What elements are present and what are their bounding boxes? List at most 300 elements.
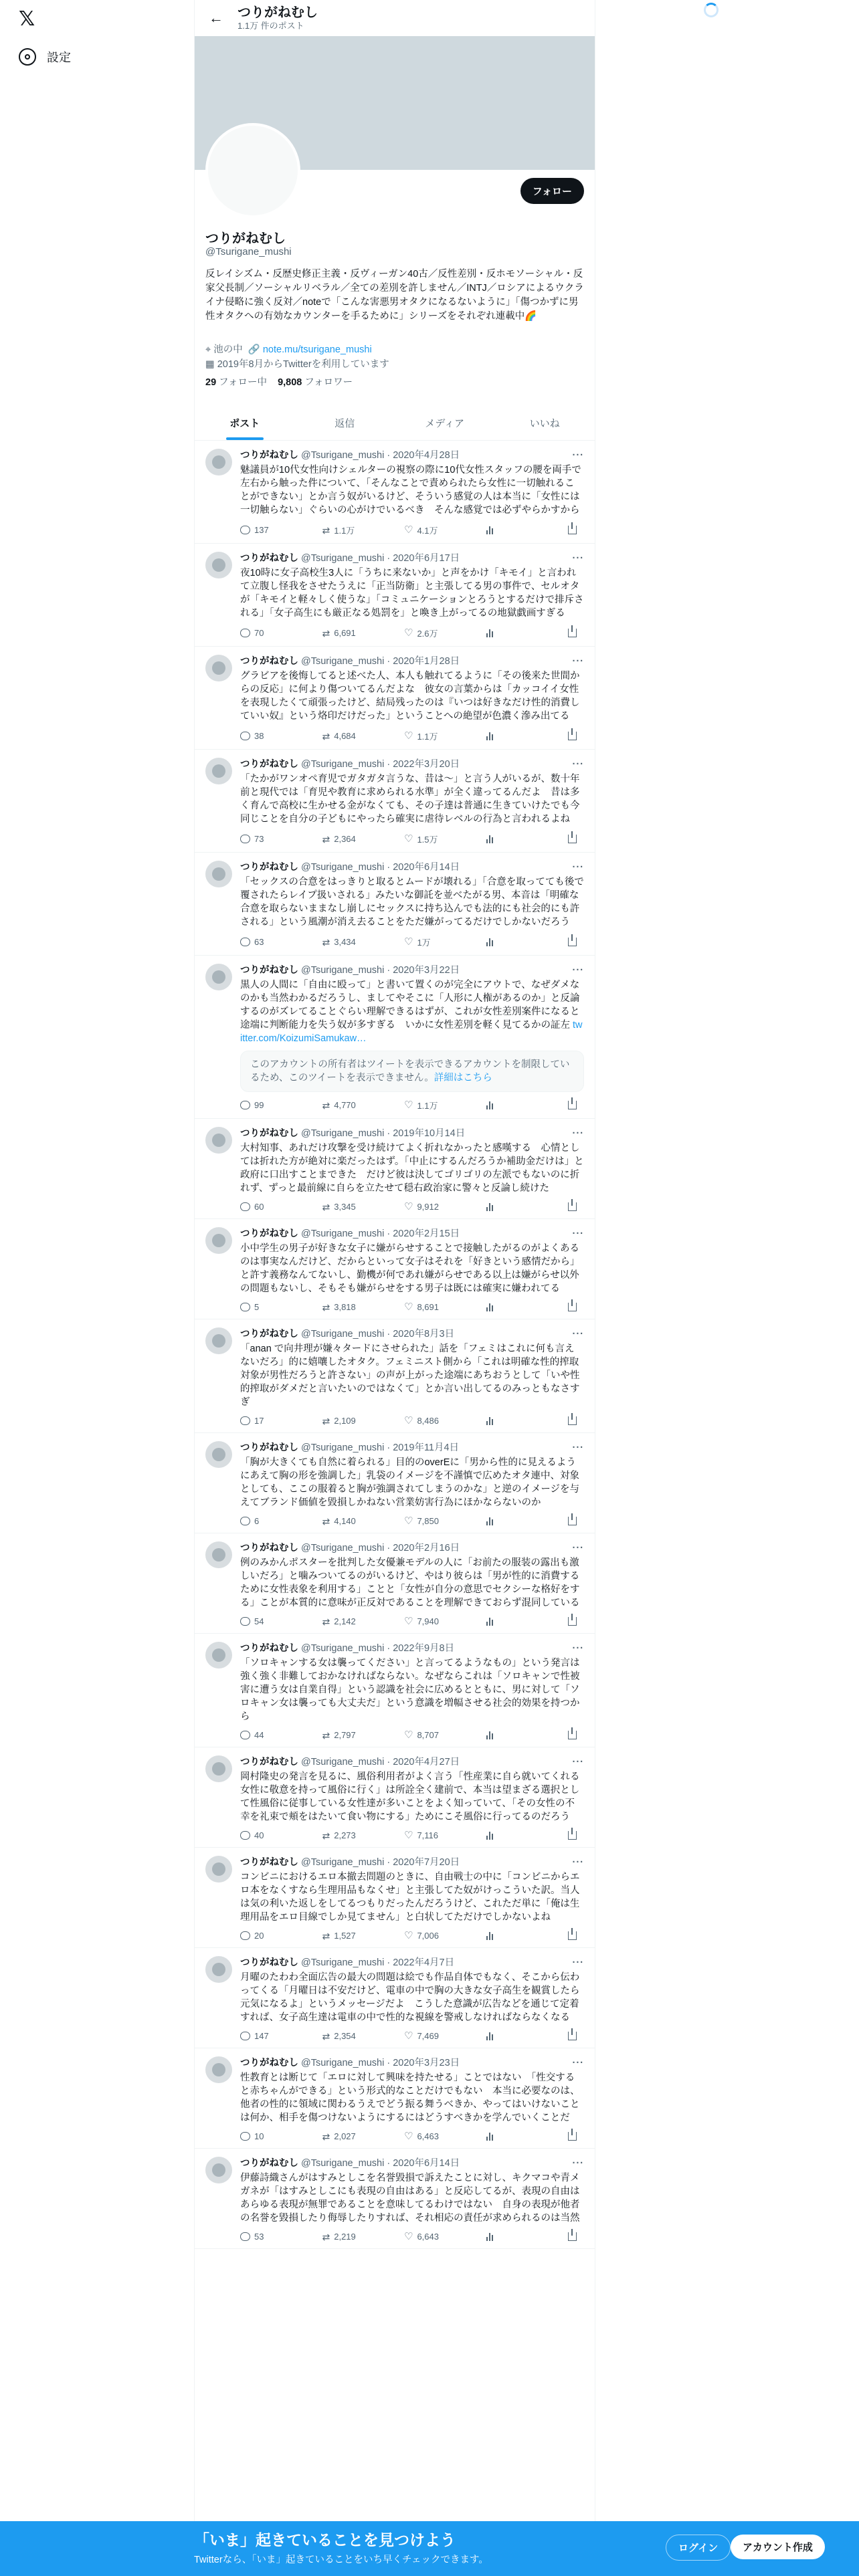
analytics-icon — [486, 1831, 493, 1840]
like-button[interactable] — [404, 1202, 444, 1212]
avatar[interactable] — [205, 1127, 232, 1154]
more-icon[interactable]: ··· — [572, 1543, 584, 1553]
tweet-text: 「ソロキャンする女は襲ってください」と言ってるようなもの」という発言は強く強く非難しておかなければならない。なぜならこれは「ソロキャンで性被害に遭う女は自業自得」という認識を社会に広めるとともに、男に対して「ソロキャン女は襲っても大丈夫だ」という意識を増幅させる社会的効果を持つから — [240, 1658, 580, 1722]
tweet[interactable] — [195, 1219, 595, 1319]
reply-button[interactable] — [240, 1099, 280, 1111]
profile-link[interactable]: note.mu/tsurigane_mushi — [262, 344, 372, 355]
avatar[interactable] — [205, 1642, 232, 1669]
retweet-button[interactable] — [322, 1516, 363, 1526]
retweet-icon: ⇄ — [322, 1415, 330, 1426]
tweet-date[interactable]: 2020年6月14日 — [393, 2158, 460, 2169]
share-button[interactable] — [568, 1202, 581, 1212]
tab-media[interactable]: メディア — [425, 417, 465, 429]
tweet[interactable] — [195, 853, 595, 956]
tweet-text: 「胸が大きくても自然に着られる」目的のoverEに「男から性的に見えるようにあえて胸の形を強調した」乳袋のイメージを不謹慎で広めたオタ連中、対象としても、ここの服着ると胸が強調されてしまうのかな」と逆のイメージを与えてブランド価値を毀損しかねない営業妨害行為にほかならないのか — [240, 1457, 580, 1508]
heart-icon: ♡ — [404, 730, 413, 742]
tweet[interactable] — [195, 1948, 595, 2048]
tweet-date[interactable]: 2020年6月14日 — [393, 862, 460, 873]
retweet-button[interactable] — [322, 2232, 363, 2242]
avatar[interactable] — [205, 1755, 232, 1782]
tweet-author-name[interactable]: つりがねむし — [240, 553, 298, 564]
reply-icon — [240, 1931, 250, 1940]
heart-icon: ♡ — [404, 627, 413, 639]
reply-count: 10 — [254, 2131, 264, 2141]
heart-icon: ♡ — [404, 1929, 413, 1941]
reply-icon — [240, 938, 250, 946]
retweet-count: 2,364 — [334, 834, 356, 844]
retweet-button[interactable] — [322, 627, 363, 639]
tweet-author-handle[interactable]: @Tsurigane_mushi — [301, 1857, 385, 1868]
retweet-button[interactable] — [322, 936, 363, 948]
views-button[interactable] — [486, 2232, 527, 2242]
views-button[interactable] — [486, 524, 527, 536]
retweet-count: 2,273 — [334, 1830, 356, 1840]
profile-header-bar — [195, 0, 595, 36]
tweet-author-name[interactable]: つりがねむし — [240, 1329, 298, 1339]
follow-button[interactable]: フォロー — [520, 178, 584, 204]
link-icon: 🔗 — [248, 344, 263, 355]
like-button[interactable] — [404, 936, 444, 948]
tweet-date[interactable]: 2020年2月15日 — [393, 1228, 460, 1239]
views-button[interactable] — [486, 1730, 527, 1740]
like-button[interactable] — [404, 1830, 444, 1840]
tweet-text: 「たかがワンオペ育児でガタガタ言うな、昔は〜」と言う人がいるが、数十年前と現代では「育児や教育に求められる水準」が全く違ってるんだよ 昔は多く育んで高校に生かせる金がなくても、その子達は普通に生きていけたでも今同じことを自分の子どもにやったら確実に虐待レベルの行為と言われるよね — [240, 774, 580, 825]
reply-count: 54 — [254, 1616, 264, 1626]
more-icon[interactable]: ··· — [572, 965, 584, 976]
like-button[interactable] — [404, 1302, 444, 1312]
avatar[interactable] — [205, 1541, 232, 1568]
tab-replies[interactable]: 返信 — [335, 417, 355, 429]
reply-button[interactable] — [240, 1416, 280, 1426]
more-icon[interactable]: ··· — [572, 1329, 584, 1339]
reply-icon — [240, 1202, 250, 1211]
heart-icon: ♡ — [404, 1099, 413, 1111]
analytics-icon — [486, 1416, 493, 1425]
retweet-count: 2,354 — [334, 2031, 356, 2041]
analytics-icon — [486, 1303, 493, 1311]
like-count: 8,486 — [417, 1416, 439, 1426]
avatar[interactable] — [205, 1327, 232, 1354]
share-icon — [568, 1303, 577, 1311]
retweet-icon: ⇄ — [322, 1930, 330, 1941]
tweet-separator: · — [387, 1757, 391, 1767]
reply-count: 17 — [254, 1416, 264, 1426]
avatar[interactable] — [205, 861, 232, 887]
analytics-icon — [486, 629, 493, 637]
tweet[interactable] — [195, 647, 595, 750]
views-button[interactable] — [486, 2031, 527, 2041]
share-icon — [568, 1101, 577, 1109]
tab-posts[interactable]: ポスト — [195, 405, 295, 440]
tweet-text: グラビアを後悔してると述べた人、本人も触れてるように「その後来た世間からの反応」に何より傷ついてるんだよな 彼女の言葉からは「カッコイイ女性を表現したくて頑張ったけど、結局残ったのは『いつは好きなだけ性的消費していい奴』という烙印だけだった」ということへの絶望が色濃く滲み出てる — [240, 671, 580, 722]
profile-joined: 2019年8月からTwitterを利用しています — [217, 359, 389, 370]
retweet-button[interactable] — [322, 1202, 363, 1212]
reply-count: 38 — [254, 731, 264, 741]
like-button[interactable] — [404, 833, 444, 845]
more-icon[interactable]: ··· — [572, 450, 584, 461]
avatar[interactable] — [205, 1227, 232, 1254]
tweet-author-name[interactable]: つりがねむし — [240, 1543, 298, 1553]
reply-button[interactable] — [240, 2131, 280, 2141]
avatar[interactable] — [205, 2056, 232, 2083]
more-icon[interactable]: ··· — [572, 1643, 584, 1654]
avatar[interactable] — [205, 552, 232, 578]
followers-link[interactable]: 9,808 フォロワー — [278, 377, 353, 388]
like-button[interactable] — [404, 524, 444, 536]
reply-button[interactable] — [240, 833, 280, 845]
tweet[interactable] — [195, 1119, 595, 1219]
retweet-button[interactable] — [322, 1416, 363, 1426]
tweet-text: 黒人の人間に「自由に殴って」と書いて置くのが完全にアウトで、なぜダメなのかも当然わかるだろうし、ましてやそこに「人形に人権があるのか」と反論するのがズレてることぐらい理解できるはずが、これが女性差別案件になると途端に判断能力を失う奴が多すぎる いかに女性差別を軽く見てるかの証左 twitter.com/KoizumiSamukaw… — [240, 980, 583, 1044]
views-button[interactable] — [486, 936, 527, 948]
reply-button[interactable] — [240, 1830, 280, 1840]
share-button[interactable] — [568, 2232, 581, 2242]
retweet-icon: ⇄ — [322, 1201, 330, 1212]
tweet-date[interactable]: 2020年1月28日 — [393, 656, 460, 667]
views-button[interactable] — [486, 833, 527, 845]
profile-info — [195, 170, 595, 424]
tweet-author-handle[interactable]: @Tsurigane_mushi — [301, 2058, 385, 2068]
retweet-button[interactable] — [322, 730, 363, 742]
tweet[interactable] — [195, 1433, 595, 1533]
share-button[interactable] — [568, 1730, 581, 1740]
quote-notice: このアカウントの所有者はツイートを表示できるアカウントを制限しているため、このツイートを表示できません。 — [250, 1059, 570, 1083]
tweet-author-handle[interactable]: @Tsurigane_mushi — [301, 1329, 385, 1339]
tweet-link[interactable]: twitter.com/KoizumiSamukaw… — [240, 1020, 583, 1044]
tweet-date[interactable]: 2020年3月23日 — [393, 2058, 460, 2068]
tweet-author-name[interactable]: つりがねむし — [240, 862, 298, 873]
reply-count: 5 — [254, 1302, 260, 1312]
settings-label: 設定 — [47, 51, 71, 64]
reply-icon — [240, 1416, 250, 1425]
share-icon — [568, 1517, 577, 1525]
tweet-author-name[interactable]: つりがねむし — [240, 2058, 298, 2068]
tweet-date[interactable]: 2022年4月7日 — [393, 1957, 455, 1968]
heart-icon: ♡ — [404, 833, 413, 845]
views-button[interactable] — [486, 1931, 527, 1941]
tweet[interactable] — [195, 2149, 595, 2249]
tweet-author-handle[interactable]: @Tsurigane_mushi — [301, 862, 385, 873]
retweet-button[interactable] — [322, 2031, 363, 2041]
views-button[interactable] — [486, 730, 527, 742]
retweet-icon: ⇄ — [322, 1830, 330, 1841]
tweet-text: 小中学生の男子が好きな女子に嫌がらせすることで接触したがるのがよくあるのは事実なんだけど、だからといって女子はそれを「好きという感情だから」と許す義務なんてないし、勤機が何であれ嫌がらせである以上は嫌がらせ以外の問題もないし、そもそも嫌がらせをする男子は既には確実に嫌われてる — [240, 1243, 580, 1294]
tweet-actions — [240, 627, 584, 639]
tweet-text: 「セックスの合意をはっきりと取るとムードが壊れる」「合意を取ってても後で覆されたらレイプ扱いされる」みたいな御託を並べたがる男、本音は「明確な合意を取らないままなし崩しにセックスに持ち込んでも法的にも社会的にも許される」という風潮が消え去ることをただ嫌がってるだけでしかないだろう — [240, 877, 584, 928]
tweet-separator: · — [387, 450, 391, 461]
signup-button[interactable]: アカウント作成 — [731, 2535, 825, 2559]
more-icon[interactable]: ··· — [572, 1442, 584, 1453]
tweet-author-name[interactable]: つりがねむし — [240, 1957, 298, 1968]
share-button[interactable] — [568, 2031, 581, 2041]
reply-button[interactable] — [240, 1202, 280, 1212]
tweet-author-handle[interactable]: @Tsurigane_mushi — [301, 1543, 385, 1553]
avatar[interactable] — [205, 1856, 232, 1883]
reply-button[interactable] — [240, 730, 280, 742]
like-button[interactable] — [404, 1616, 444, 1626]
share-icon — [568, 1931, 577, 1940]
share-button[interactable] — [568, 936, 581, 948]
tweet-author-name[interactable]: つりがねむし — [240, 1228, 298, 1239]
tab-likes[interactable]: いいね — [529, 417, 560, 429]
more-icon[interactable]: ··· — [572, 1228, 584, 1239]
reply-icon — [240, 2232, 250, 2241]
more-icon[interactable]: ··· — [572, 862, 584, 873]
analytics-icon — [486, 2132, 493, 2141]
share-button[interactable] — [568, 1931, 581, 1941]
share-icon — [568, 2032, 577, 2040]
share-button[interactable] — [568, 524, 581, 536]
tweet-separator: · — [387, 1329, 391, 1339]
tweet-date[interactable]: 2019年10月14日 — [393, 1128, 466, 1139]
tweet-date[interactable]: 2022年9月8日 — [393, 1643, 455, 1654]
tweet-author-name[interactable]: つりがねむし — [240, 450, 298, 461]
like-button[interactable] — [404, 1099, 444, 1111]
tweet-author-handle[interactable]: @Tsurigane_mushi — [301, 1643, 385, 1654]
tweet-author-name[interactable]: つりがねむし — [240, 1442, 298, 1453]
tweet[interactable] — [195, 544, 595, 647]
like-count: 4.1万 — [417, 526, 438, 536]
retweet-icon: ⇄ — [322, 2231, 330, 2242]
reply-button[interactable] — [240, 2232, 280, 2242]
tweet[interactable] — [195, 1848, 595, 1948]
analytics-icon — [486, 1101, 493, 1109]
like-button[interactable] — [404, 2232, 444, 2242]
retweet-count: 6,691 — [334, 628, 356, 638]
like-count: 1.1万 — [417, 1101, 438, 1111]
tweet-date[interactable]: 2020年4月27日 — [393, 1757, 460, 1767]
reply-icon — [240, 1617, 250, 1626]
reply-button[interactable] — [240, 1516, 280, 1526]
like-count: 7,940 — [417, 1616, 439, 1626]
retweet-button[interactable] — [322, 1616, 363, 1626]
tweet[interactable] — [195, 956, 595, 1119]
more-icon[interactable]: ··· — [572, 1957, 584, 1968]
tweet-separator: · — [387, 759, 391, 770]
tweet-author-name[interactable]: つりがねむし — [240, 2158, 298, 2169]
like-button[interactable] — [404, 730, 444, 742]
tweet-date[interactable]: 2020年7月20日 — [393, 1857, 460, 1868]
views-button[interactable] — [486, 627, 527, 639]
like-count: 7,469 — [417, 2031, 439, 2041]
tweet[interactable] — [195, 1634, 595, 1747]
reply-icon — [240, 1831, 250, 1840]
views-button[interactable] — [486, 1616, 527, 1626]
avatar[interactable] — [205, 655, 232, 681]
tweet-author-handle[interactable]: @Tsurigane_mushi — [301, 1442, 385, 1453]
tweet-separator: · — [387, 1543, 391, 1553]
tweet-author-handle[interactable]: @Tsurigane_mushi — [301, 1757, 385, 1767]
reply-button[interactable] — [240, 1302, 280, 1312]
profile-bio: 反レイシズム・反歴史修正主義・反ヴィーガン40古／反性差別・反ホモソーシャル・反家父長制／ソーシャルリベラル／全ての差別を許しません／INTJ／ロシアによるウクライナ侵略に強く反対／noteで「こんな害悪男オタクになるないように」「傷つかずに男性オタクへの有効なカウンターを手るために」シリーズをそれぞれ連載中🌈 — [205, 269, 584, 322]
tweet-author-handle[interactable]: @Tsurigane_mushi — [301, 553, 385, 564]
more-icon[interactable]: ··· — [572, 1757, 584, 1767]
tweet[interactable] — [195, 441, 595, 544]
left-nav — [0, 0, 194, 2576]
views-button[interactable] — [486, 1416, 527, 1426]
like-count: 7,116 — [417, 1830, 439, 1840]
views-button[interactable] — [486, 2131, 527, 2141]
share-button[interactable] — [568, 1099, 581, 1111]
retweet-button[interactable] — [322, 1931, 363, 1941]
retweet-button[interactable] — [322, 1099, 363, 1111]
reply-button[interactable] — [240, 2031, 280, 2041]
tweet-date[interactable]: 2020年6月17日 — [393, 553, 460, 564]
retweet-button[interactable] — [322, 1830, 363, 1840]
reply-button[interactable] — [240, 1730, 280, 1740]
more-icon[interactable]: ··· — [572, 2158, 584, 2169]
retweet-icon: ⇄ — [322, 1515, 330, 1527]
views-button[interactable] — [486, 1202, 527, 1212]
tweet-author-handle[interactable]: @Tsurigane_mushi — [301, 450, 385, 461]
views-button[interactable] — [486, 1302, 527, 1312]
tweet-author-handle[interactable]: @Tsurigane_mushi — [301, 1228, 385, 1239]
tweet-text: 岡村隆史の発言を見るに、風俗利用者がよく言う「性産業に自ら就いてくれる女性に敬意を持って風俗に行く」は所詮全く建前で、本当は望まざる選択として性風俗に従事している女性達が多いことをよく知っていて、「その女性の不幸を礼束で頬をはたいて食い物にする」ためにこそ風俗に行ってるのだろう — [240, 1772, 580, 1822]
avatar[interactable] — [205, 758, 232, 784]
like-button[interactable] — [404, 1730, 444, 1740]
tweet-author-name[interactable]: つりがねむし — [240, 1128, 298, 1139]
tweet-author-name[interactable]: つりがねむし — [240, 1757, 298, 1767]
share-button[interactable] — [568, 627, 581, 639]
avatar[interactable] — [205, 1441, 232, 1468]
tweet-author-handle[interactable]: @Tsurigane_mushi — [301, 1957, 385, 1968]
reply-icon — [240, 1731, 250, 1739]
retweet-icon: ⇄ — [322, 627, 330, 639]
more-icon[interactable]: ··· — [572, 553, 584, 564]
tweet-date[interactable]: 2022年3月20日 — [393, 759, 460, 770]
settings-link[interactable] — [19, 48, 71, 66]
tweet-author-name[interactable]: つりがねむし — [240, 759, 298, 770]
tweet[interactable] — [195, 2048, 595, 2149]
avatar[interactable] — [205, 964, 232, 990]
x-logo-icon[interactable]: 𝕏 — [19, 8, 35, 30]
tweet-author-handle[interactable]: @Tsurigane_mushi — [301, 2158, 385, 2169]
retweet-count: 2,109 — [334, 1416, 356, 1426]
tweet-author-handle[interactable]: @Tsurigane_mushi — [301, 965, 385, 976]
views-button[interactable] — [486, 1099, 527, 1111]
learn-more-link[interactable]: 詳細はこちら — [434, 1073, 492, 1083]
reply-count: 53 — [254, 2232, 264, 2242]
tweet-separator: · — [387, 1643, 391, 1654]
views-button[interactable] — [486, 1516, 527, 1526]
tweet-date[interactable]: 2020年8月3日 — [393, 1329, 455, 1339]
share-icon — [568, 1416, 577, 1425]
reply-icon — [240, 2132, 250, 2141]
tweet-author-name[interactable]: つりがねむし — [240, 1643, 298, 1654]
share-button[interactable] — [568, 1416, 581, 1426]
reply-button[interactable] — [240, 524, 280, 536]
retweet-icon: ⇄ — [322, 2030, 330, 2042]
retweet-button[interactable] — [322, 2131, 363, 2141]
like-count: 8,707 — [417, 1730, 439, 1740]
retweet-icon: ⇄ — [322, 730, 330, 742]
avatar[interactable] — [205, 449, 232, 475]
tweet[interactable] — [195, 750, 595, 853]
share-button[interactable] — [568, 1516, 581, 1526]
more-icon[interactable]: ··· — [572, 2058, 584, 2068]
tweet-author-name[interactable]: つりがねむし — [240, 965, 298, 976]
like-count: 9,912 — [417, 1202, 439, 1212]
tweet-date[interactable]: 2020年4月28日 — [393, 450, 460, 461]
reply-icon — [240, 1101, 250, 1109]
back-arrow-icon[interactable]: ← — [209, 9, 223, 26]
analytics-icon — [486, 1931, 493, 1940]
retweet-button[interactable] — [322, 833, 363, 845]
tweet-author-name[interactable]: つりがねむし — [240, 1857, 298, 1868]
share-icon — [568, 526, 577, 534]
tweet-separator: · — [387, 2158, 391, 2169]
like-button[interactable] — [404, 1516, 444, 1526]
reply-button[interactable] — [240, 1616, 280, 1626]
tweet-date[interactable]: 2020年2月16日 — [393, 1543, 460, 1553]
share-button[interactable] — [568, 2131, 581, 2141]
tweet-date[interactable]: 2019年11月4日 — [393, 1442, 460, 1453]
share-button[interactable] — [568, 833, 581, 845]
retweet-count: 4,140 — [334, 1516, 356, 1526]
tweet[interactable] — [195, 1747, 595, 1848]
more-icon[interactable]: ··· — [572, 1128, 584, 1139]
tweet-author-name[interactable]: つりがねむし — [240, 656, 298, 667]
timeline — [195, 441, 595, 2249]
avatar[interactable] — [205, 2157, 232, 2183]
like-button[interactable] — [404, 1416, 444, 1426]
more-icon[interactable]: ··· — [572, 759, 584, 770]
profile-avatar[interactable] — [205, 123, 300, 218]
tweet-separator: · — [387, 1857, 391, 1868]
share-button[interactable] — [568, 730, 581, 742]
like-button[interactable] — [404, 1931, 444, 1941]
tweet-text: 「anan で向井理が嫌々タードにさせられた」話を「フェミはこれに何も言えないだろ」的に嬉嚷したオタク。フェミニスト側から「これは明確な性的搾取 対象が男性だろうと許さない」の声が上がった途端にあちおうとして「いや性的搾取がダメだと言いたいのではなくて」とか言い出してるのみっともなさすぎ — [240, 1344, 589, 1408]
reply-count: 137 — [254, 525, 269, 535]
tweet-actions — [240, 936, 584, 948]
retweet-count: 2,797 — [334, 1730, 356, 1740]
like-button[interactable] — [404, 627, 444, 639]
reply-icon — [240, 526, 250, 534]
login-button[interactable]: ログイン — [666, 2535, 731, 2561]
share-button[interactable] — [568, 1830, 581, 1840]
tweet-author-handle[interactable]: @Tsurigane_mushi — [301, 656, 385, 667]
tweet-author-handle[interactable]: @Tsurigane_mushi — [301, 1128, 385, 1139]
tweet[interactable] — [195, 1319, 595, 1433]
profile-column — [194, 0, 595, 2521]
more-icon[interactable]: ··· — [572, 656, 584, 667]
retweet-button[interactable] — [322, 1730, 363, 1740]
tweet-author-handle[interactable]: @Tsurigane_mushi — [301, 759, 385, 770]
tweet[interactable] — [195, 1533, 595, 1634]
share-button[interactable] — [568, 1302, 581, 1312]
share-button[interactable] — [568, 1616, 581, 1626]
following-link[interactable]: 29 フォロー中 — [205, 377, 267, 388]
like-button[interactable] — [404, 2131, 444, 2141]
tweet-actions — [240, 1830, 584, 1840]
like-count: 8,691 — [417, 1302, 439, 1312]
tweet-text: 夜10時に女子高校生3人に「うちに来ないか」と声をかけ「キモイ」と言われて立腹し怪我をさせたうえに「正当防衛」と主張してる男の事件で、セルオタが「キモイと軽々しく使うな」「コミュニケーションとろうとするだけで排斥される」「女子高生にも厳正なる処罰を」と喚き上がってるの地獄戯画すぎる — [240, 568, 584, 619]
tweet-separator: · — [387, 1128, 391, 1139]
retweet-button[interactable] — [322, 1302, 363, 1312]
reply-button[interactable] — [240, 936, 280, 948]
views-button[interactable] — [486, 1830, 527, 1840]
tweet-date[interactable]: 2020年3月22日 — [393, 965, 460, 976]
retweet-icon: ⇄ — [322, 936, 330, 948]
reply-button[interactable] — [240, 627, 280, 639]
reply-button[interactable] — [240, 1931, 280, 1941]
more-icon[interactable]: ··· — [572, 1857, 584, 1868]
reply-count: 63 — [254, 937, 264, 947]
like-button[interactable] — [404, 2031, 444, 2041]
retweet-button[interactable] — [322, 524, 363, 536]
retweet-count: 1,527 — [334, 1931, 356, 1941]
avatar[interactable] — [205, 1956, 232, 1983]
